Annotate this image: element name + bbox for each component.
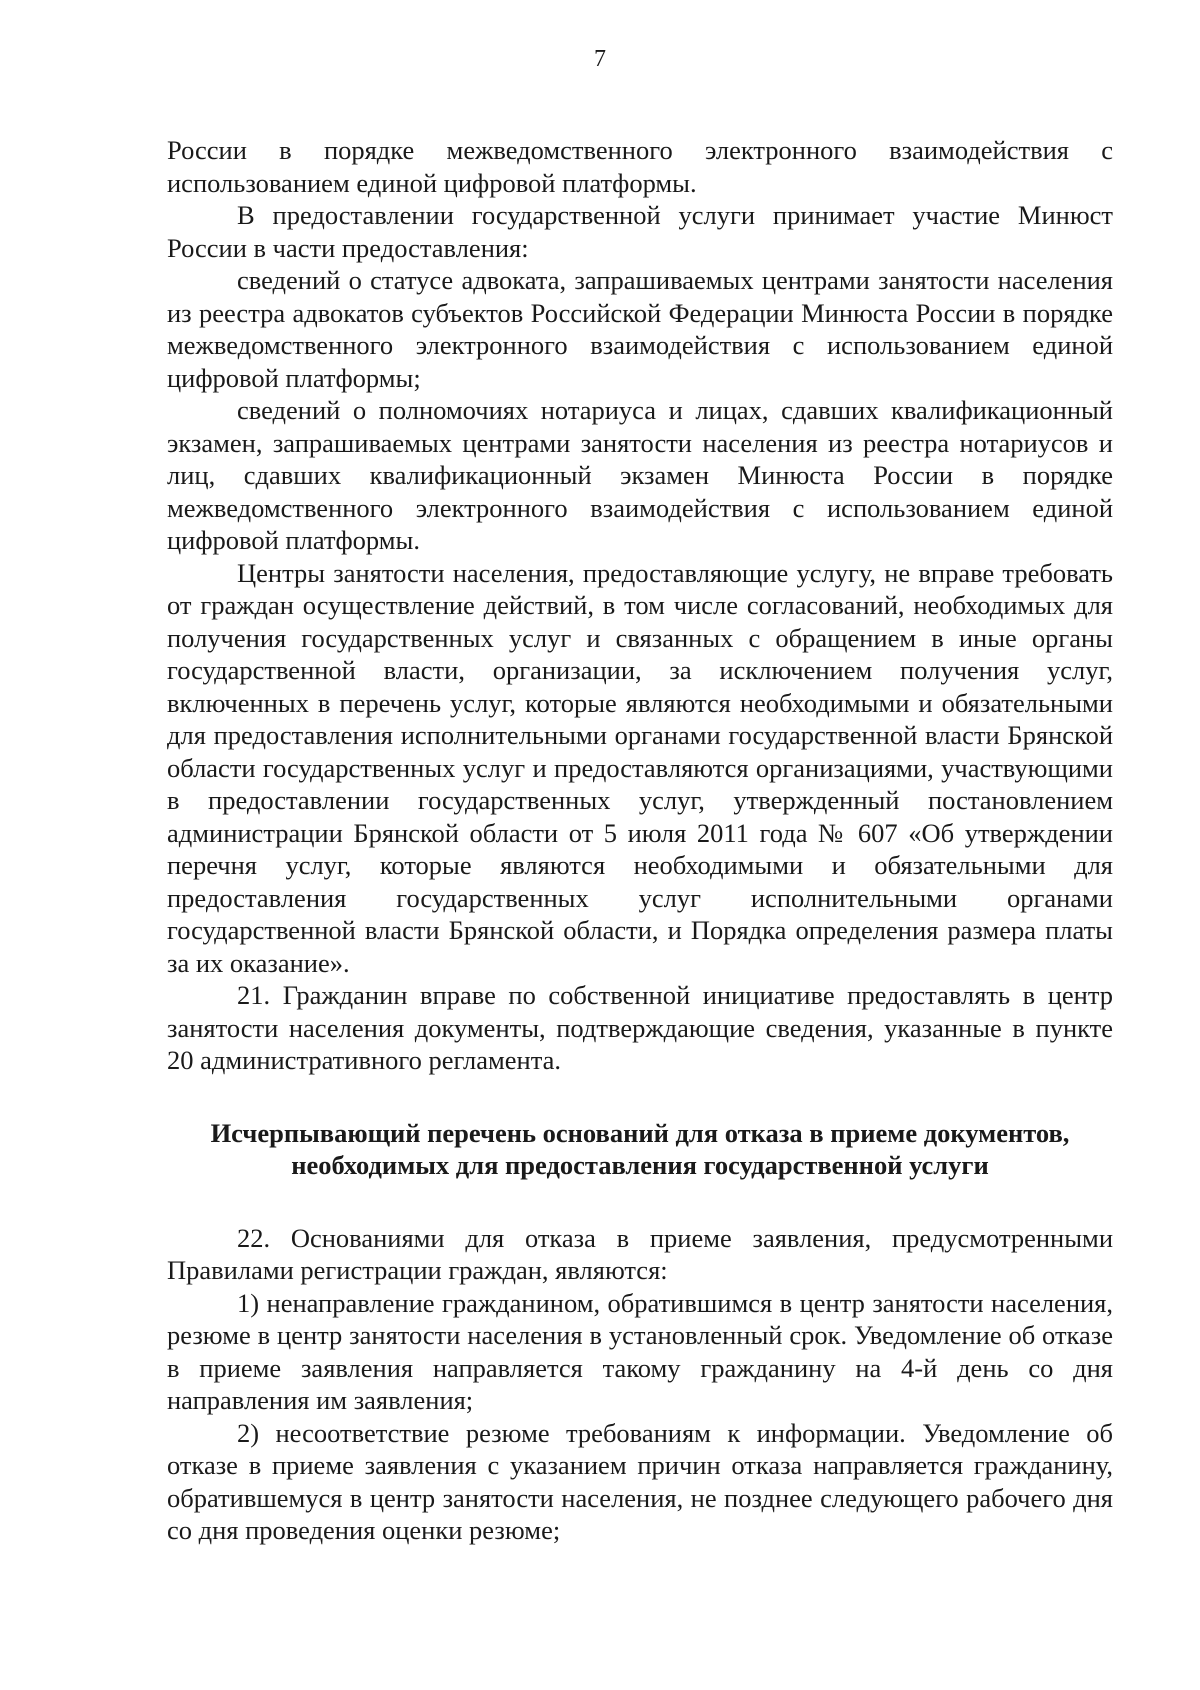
section-heading <box>167 1117 1113 1182</box>
paragraph-3: сведений о статусе адвоката, запрашиваемых центрами занятости населения из реестра адвокатов субъектов Российской Федерации Минюста России в порядке межведомственного электронного взаимодействия с использованием единой цифровой платформы; <box>167 265 1113 393</box>
paragraph-7: 22. Основаниями для отказа в приеме заявления, предусмотренными Правилами регистрации граждан, являются: <box>167 1222 1113 1285</box>
paragraph-9: 2) несоответствие резюме требованиям к информации. Уведомление об отказе в приеме заявления с указанием причин отказа направляется гражданину, обратившемуся в центр занятости населения, не позднее следующего рабочего дня со дня проведения оценки резюме; <box>167 1417 1113 1545</box>
document-body <box>167 134 1113 1547</box>
section-heading-line-1: Исчерпывающий перечень оснований для отказа в приеме документов, <box>210 1117 1070 1148</box>
page-number: 7 <box>594 46 606 72</box>
paragraph-4: сведений о полномочиях нотариуса и лицах, сдавших квалификационный экзамен, запрашиваемых центрами занятости населения из реестра нотариусов и лиц, сдавших квалификационный экзамен Минюста России в порядке межведомственного электронного взаимодействия с использованием единой цифровой платформы. <box>167 395 1113 555</box>
paragraph-6: 21. Гражданин вправе по собственной инициативе предоставлять в центр занятости населения документы, подтверждающие сведения, указанные в пункте 20 административного регламента. <box>167 980 1113 1075</box>
paragraph-5: Центры занятости населения, предоставляющие услугу, не вправе требовать от граждан осуществление действий, в том числе согласований, необходимых для получения государственных услуг и связанных с обращением в иные органы государственной власти, организации, за исключением получения услуг, включенных в перечень услуг, которые являются необходимыми и обязательными для предоставления исполнительными органами государственной власти Брянской области государственных услуг и предоставляются организациями, участвующими в предоставлении государственных услуг, утвержденный постановлением администрации Брянской области от 5 июля 2011 года № 607 «Об утверждении перечня услуг, которые являются необходимыми и обязательными для предоставления государственных услуг исполнительными органами государственной власти Брянской области, и Порядка определения размера платы за их оказание». <box>167 557 1113 978</box>
paragraph-1: России в порядке межведомственного электронного взаимодействия с использованием единой цифровой платформы. <box>167 135 1113 198</box>
section-heading-line-2: необходимых для предоставления государственной услуги <box>291 1150 989 1180</box>
paragraph-8: 1) ненаправление гражданином, обратившимся в центр занятости населения, резюме в центр занятости населения в установленный срок. Уведомление об отказе в приеме заявления направляется такому гражданину на 4-й день со дня направления им заявления; <box>167 1287 1113 1415</box>
paragraph-2: В предоставлении государственной услуги принимает участие Минюст России в части предоставления: <box>167 200 1113 263</box>
